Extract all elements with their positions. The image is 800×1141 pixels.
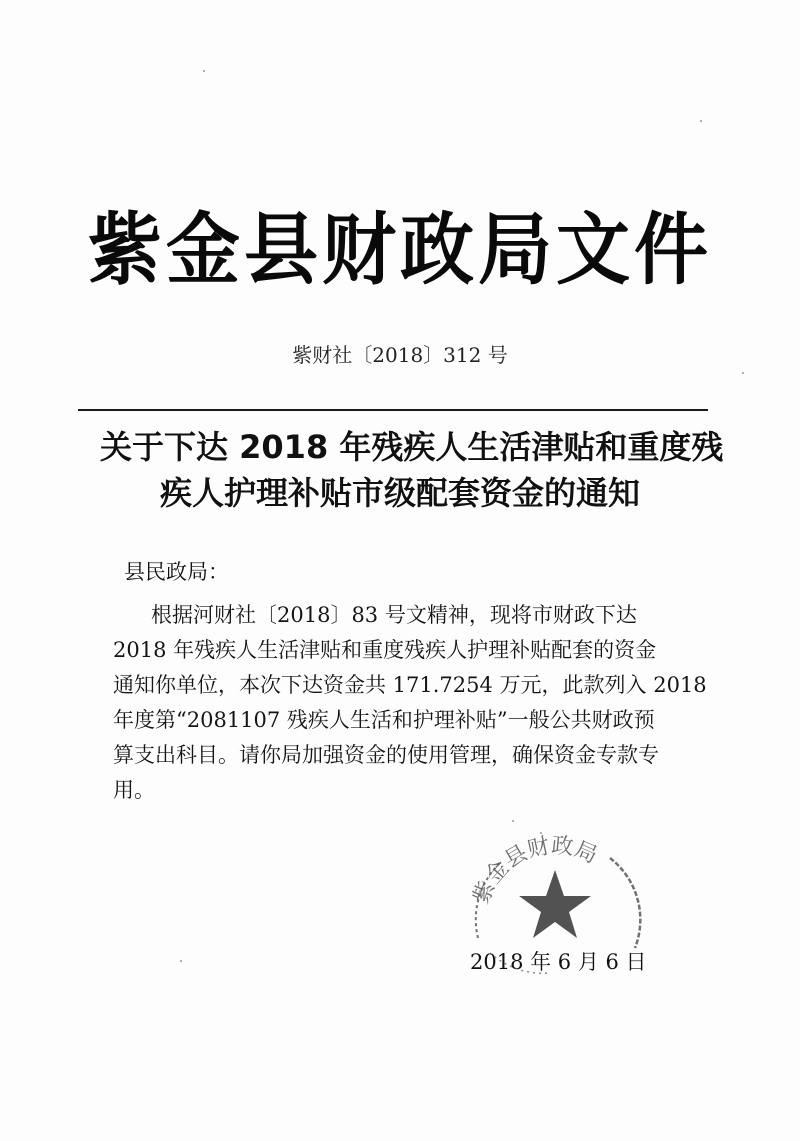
body-line: 2018 年残疾人生活津贴和重度残疾人护理补贴配套的资金 [113, 638, 657, 662]
body-line: 年度第“2081107 残疾人生活和护理补贴”一般公共财政预 [113, 708, 655, 732]
header-divider [78, 409, 708, 411]
seal-text: 紫金县财政局 [468, 833, 601, 908]
scan-speck [203, 70, 205, 72]
scan-speck [512, 820, 514, 822]
official-seal-stamp [460, 828, 650, 978]
notice-title [100, 424, 724, 524]
body-line: 通知你单位，本次下达资金共 171.7254 万元，此款列入 2018 [113, 673, 707, 697]
document-date: 2018 年 6 月 6 日 [470, 950, 647, 974]
scan-speck [700, 120, 702, 122]
seal-star-icon [519, 870, 591, 938]
document-number: 紫财社〔2018〕312 号 [292, 343, 508, 367]
body-line: 根据河财社〔2018〕83 号文精神，现将市财政下达 [151, 603, 637, 627]
body-paragraph [113, 598, 713, 848]
notice-title-line-2: 疾人护理补贴市级配套资金的通知 [159, 474, 640, 512]
addressee: 县民政局： [124, 560, 229, 584]
notice-title-line-1: 关于下达 2018 年残疾人生活津贴和重度残 [100, 428, 724, 466]
scan-speck [742, 372, 744, 374]
document-header-title: 紫金县财政局文件 [88, 204, 712, 296]
body-line: 算支出科目。请你局加强资金的使用管理，确保资金专款专 [113, 743, 659, 767]
scan-speck [180, 960, 182, 962]
body-line: 用。 [113, 778, 155, 802]
